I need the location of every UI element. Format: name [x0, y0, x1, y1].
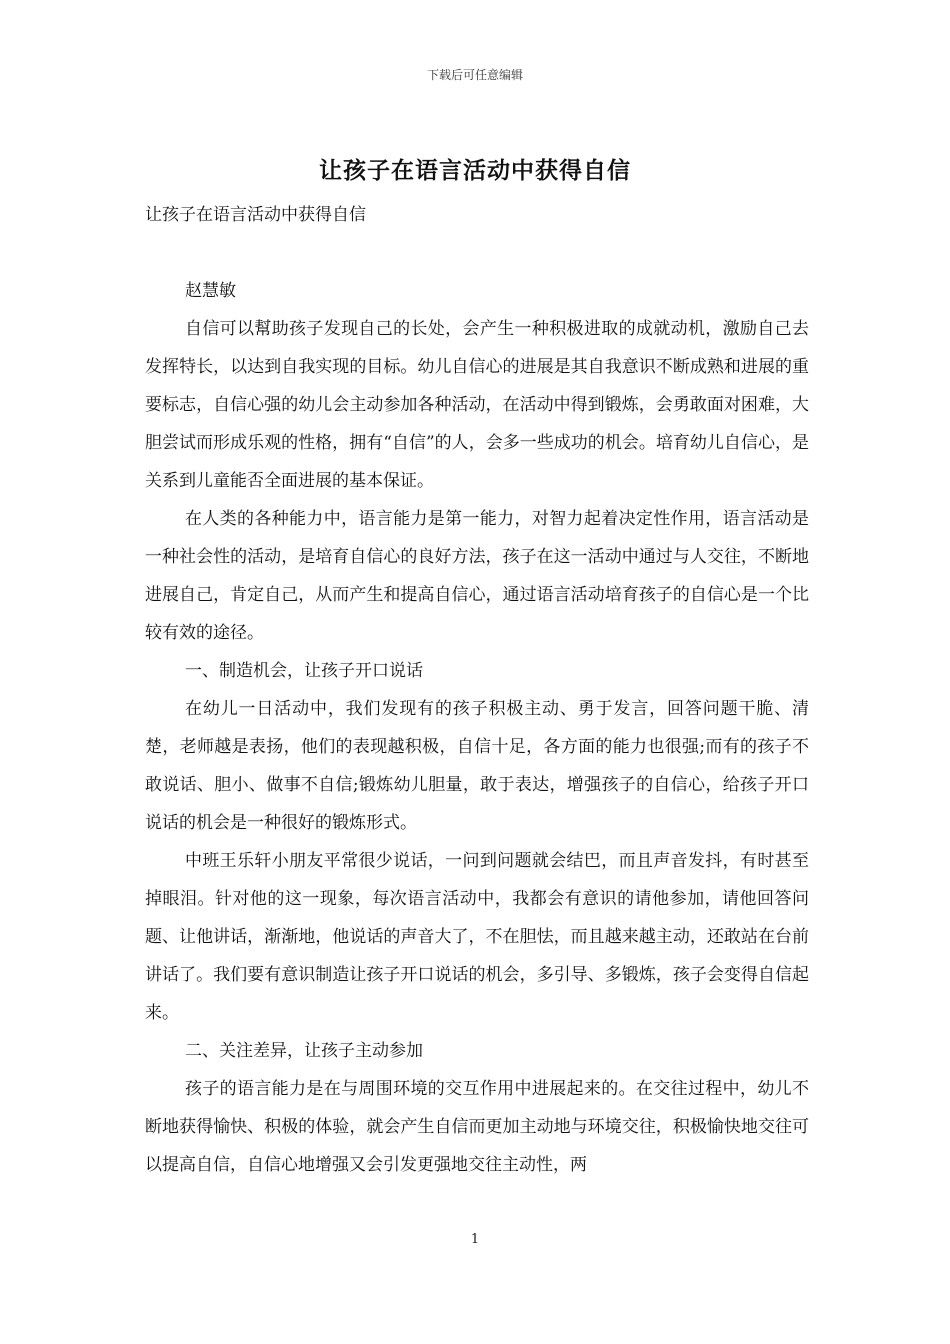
paragraph: 自信可以幫助孩子发现自己的长处，会产生一种积极进取的成就动机，激励自己去发挥特长，以达到自我实现的目标。幼儿自信心的进展是其自我意识不断成熟和进展的重要标志，自信心强的幼儿会主动参加各种活动，在活动中得到锻炼，会勇敢面对困难，大胆尝试而形成乐观的性格，拥有“自信”的人，会多一些成功的机会。培育幼儿自信心，是关系到儿童能否全面进展的基本保证。 [145, 319, 809, 491]
author-line: 赵慧敏 [185, 281, 236, 301]
document-body [145, 196, 809, 1184]
paragraph: 中班王乐轩小朋友平常很少说话，一问到问题就会结巴，而且声音发抖，有时甚至掉眼泪。针对他的这一现象，每次语言活动中，我都会有意识的请他参加，请他回答问题、让他讲话，渐渐地，他说话的声音大了，不在胆怯，而且越来越主动，还敢站在台前讲话了。我们要有意识制造让孩子开口说话的机会，多引导、多锻炼，孩子会变得自信起来。 [145, 851, 809, 1023]
page-number: 1 [470, 1232, 480, 1247]
document-title: 让孩子在语言活动中获得自信 [319, 157, 631, 184]
section-heading: 一、制造机会，让孩子开口说话 [185, 661, 423, 681]
section-heading: 二、关注差异，让孩子主动参加 [185, 1041, 423, 1061]
paragraph: 在人类的各种能力中，语言能力是第一能力，对智力起着决定性作用，语言活动是一种社会性的活动，是培育自信心的良好方法，孩子在这一活动中通过与人交往，不断地进展自己，肯定自己，从而产生和提高自信心，通过语言活动培育孩子的自信心是一个比较有效的途径。 [145, 509, 809, 643]
paragraph: 在幼儿一日活动中，我们发现有的孩子积极主动、勇于发言，回答问题干脆、清楚，老师越是表扬，他们的表现越积极，自信十足，各方面的能力也很强;而有的孩子不敢说话、胆小、做事不自信;锻炼幼儿胆量，敢于表达，增强孩子的自信心，给孩子开口说话的机会是一种很好的锻炼形式。 [145, 699, 809, 833]
blank-line [145, 234, 809, 272]
header-note: 下载后可任意编辑 [426, 68, 523, 82]
paragraph: 孩子的语言能力是在与周围环境的交互作用中进展起来的。在交往过程中，幼儿不断地获得愉快、积极的体验，就会产生自信而更加主动地与环境交往，积极愉快地交往可以提高自信，自信心地增强又会引发更强地交往主动性，两 [145, 1079, 809, 1175]
document-subtitle: 让孩子在语言活动中获得自信 [145, 205, 366, 225]
